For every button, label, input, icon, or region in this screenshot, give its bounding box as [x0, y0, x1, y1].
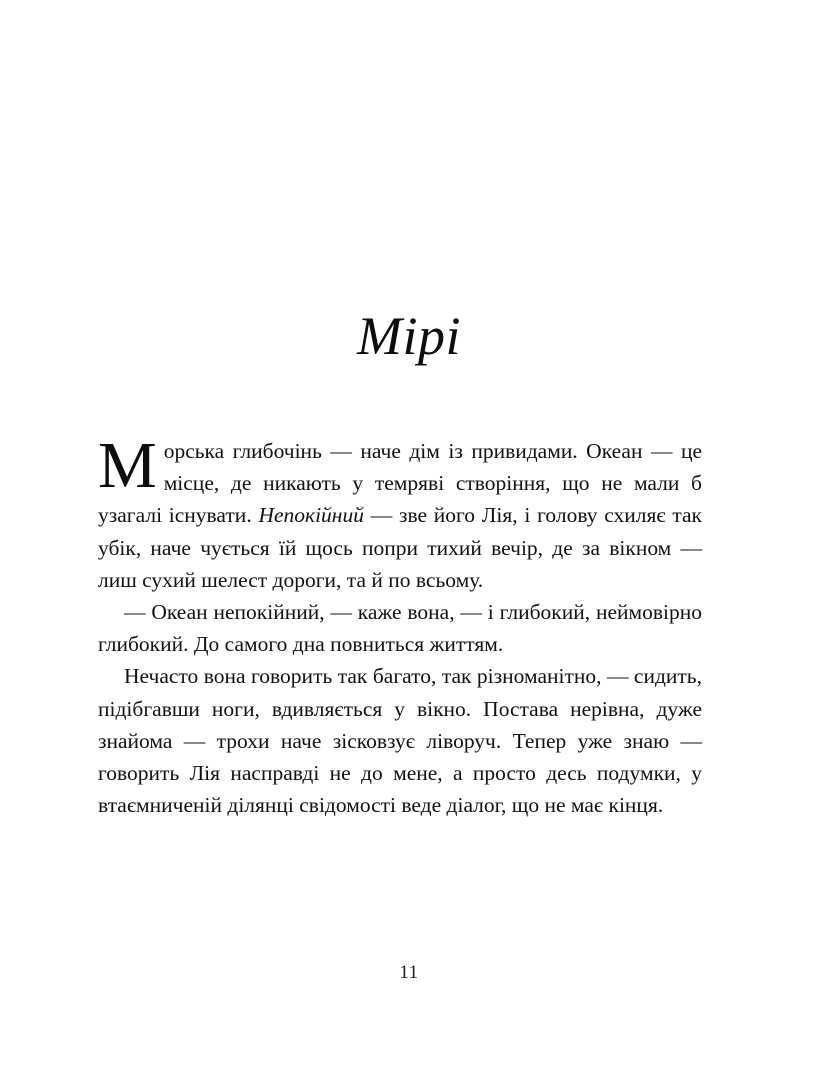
paragraph: [98, 429, 702, 596]
chapter-title: Мірі: [357, 306, 461, 367]
paragraph: [98, 596, 702, 660]
text-run: Нечасто вона говорить так багато, так різноманітно, — сидить, підібгавши ноги, вдивляється у вікно. Постава нерівна, дуже знайома — трохи наче зісковзує ліворуч. Тепер уже знаю — говорить Лія насправді не до мене, а просто десь подумки, у втаємниченій ділянці свідомості веде діалог, що не має кінця.: [98, 664, 702, 818]
text-run: орська глибочінь — наче дім із привидами. Океан — це місце, де никають у темряві створіння, що не мали б узагалі існувати.: [98, 439, 702, 528]
paragraph: [98, 660, 702, 821]
page-number: 11: [399, 962, 419, 983]
drop-cap: М: [98, 429, 157, 502]
text-run: — зве його Лія, і голову схиляє так убік, наче чується їй щось попри тихий вечір, де за вікном — лиш сухий шелест дороги, та й по всьому.: [98, 503, 702, 592]
body-text-block: [98, 429, 702, 821]
text-run: — Океан непокійний, — каже вона, — і глибокий, неймовірно глибокий. До самого дна повниться життям.: [98, 600, 702, 657]
emphasized-text: Непокійний: [258, 503, 364, 528]
